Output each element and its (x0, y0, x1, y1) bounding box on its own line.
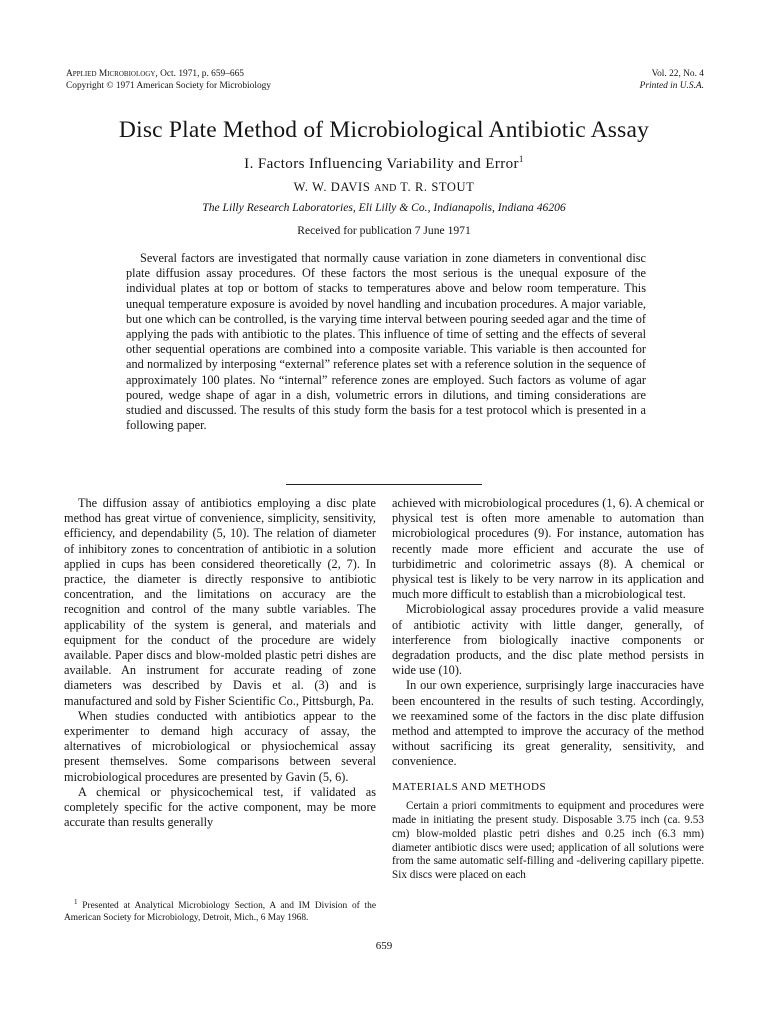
subtitle-footnote-mark: 1 (518, 154, 524, 164)
abstract: Several factors are investigated that normally cause variation in zone diameters in conventional disc plate diffusion assay procedures. Of these factors the most serious is the unequal exposure of the individual plates at top or bottom of stacks to temperatures above and below room temperature. This unequal temperature exposure is avoided by novel handling and incubation procedures. A major variable, but one which can be controlled, is the varying time interval between pouring seeded agar and the time of applying the pads with antibiotic to the plates. This influence of time of setting and the effects of several other sequential operations are combined into a composite variable. This variable is then accounted for and normalized by interposing “external” reference plates set with a reference solution in the sequence of approximately 100 plates. No “internal” reference zones are employed. Such factors as volume of agar poured, wedge shape of agar in a dish, volumetric errors in dilutions, and timing considerations are studied and discussed. The results of this study form the basis for a test protocol which is presented in a following paper. (126, 251, 646, 433)
copyright-line: Copyright © 1971 American Society for Microbiology (66, 81, 272, 91)
affiliation: The Lilly Research Laboratories, Eli Lilly & Co., Indianapolis, Indiana 46206 (202, 201, 566, 214)
section-heading: MATERIALS AND METHODS (392, 780, 547, 793)
article-subtitle (0, 150, 768, 173)
subtitle-text: I. Factors Influencing Variability and Error (244, 156, 519, 172)
citation-details: , Oct. 1971, p. 659–665 (155, 69, 244, 79)
footnote-text: Presented at Analytical Microbiology Section, A and IM Division of the American Society for Microbiology, Detroit, Mich., 6 May 1968. (64, 901, 376, 924)
page-number: 659 (375, 940, 393, 952)
volume-number: Vol. 22, No. 4 (651, 69, 704, 79)
footnote-mark: 1 (74, 898, 78, 906)
left-column (64, 496, 376, 830)
received-date: Received for publication 7 June 1971 (297, 224, 471, 237)
body-paragraph: The diffusion assay of antibiotics employing a disc plate method has great virtue of convenience, simplicity, sensitivity, efficiency, and dependability (5, 10). The relation of diameter of inhibitory zones to concentration of antibiotic in a solution applied in cups has been considered theoretically (2, 7). In practice, the diameter is directly responsive to antibiotic concentration, and the limitations on accuracy are the recognition and control of the many subtle variables. The applicability of the system is general, and materials and equipment for the conduct of the procedure are widely available. Paper discs and blow-molded plastic petri dishes are available. An instrument for accurate reading of zone diameters was described by Davis et al. (3) and is manufactured and sold by Fisher Scientific Co., Pittsburgh, Pa. (64, 496, 376, 708)
body-paragraph: In our own experience, surprisingly large inaccuracies have been encountered in the results of such testing. Accordingly, we reexamined some of the factors in the disc plate diffusion method and attempted to improve the accuracy of the method without sacrificing its great generality, sensitivity, and convenience. (392, 678, 704, 769)
printed-in: Printed in U.S.A. (639, 81, 704, 91)
journal-citation (66, 68, 271, 80)
footnote (64, 896, 376, 925)
running-header-right (640, 68, 704, 92)
running-header-left (66, 68, 271, 92)
author-2: T. R. STOUT (400, 180, 475, 194)
author-conjunction: AND (374, 183, 397, 194)
body-paragraph: Certain a priori commitments to equipment and procedures were made in initiating the present study. Disposable 3.75 inch (ca. 9.53 cm) blow-molded plastic petri dishes and 0.25 inch (6.3 mm) diameter antibiotic discs were used; application of all solutions were from the same automatic self-filling and -delivering capillary pipette. Six discs were placed on each (392, 799, 704, 882)
right-column (392, 496, 704, 883)
journal-name: Applied Microbiology (66, 69, 156, 79)
body-paragraph: When studies conducted with antibiotics appear to the experimenter to demand high accuracy of assay, the alternatives of microbiological or physiochemical assay present themselves. Some comparisons between several microbiological procedures are presented by Gavin (5, 6). (64, 708, 376, 784)
body-paragraph: A chemical or physicochemical test, if validated as completely specific for the active component, may be more accurate than results generally (64, 784, 376, 830)
author-1: W. W. DAVIS (293, 180, 371, 194)
author-line (0, 180, 768, 196)
body-paragraph: Microbiological assay procedures provide a valid measure of antibiotic activity with little danger, generally, of interference from biologically inactive components or degradation products, and the disc plate method persists in wide use (10). (392, 602, 704, 678)
body-paragraph: achieved with microbiological procedures (1, 6). A chemical or physical test is often more amenable to automation than microbiological procedures (9). For instance, automation has recently made more efficient and accurate the use of turbidimetric and colorimetric assays (8). A chemical or physical test is likely to be very narrow in its application and much more difficult to establish than a microbiological test. (392, 496, 704, 602)
abstract-divider (286, 484, 482, 485)
article-title: Disc Plate Method of Microbiological Antibiotic Assay (118, 117, 650, 143)
